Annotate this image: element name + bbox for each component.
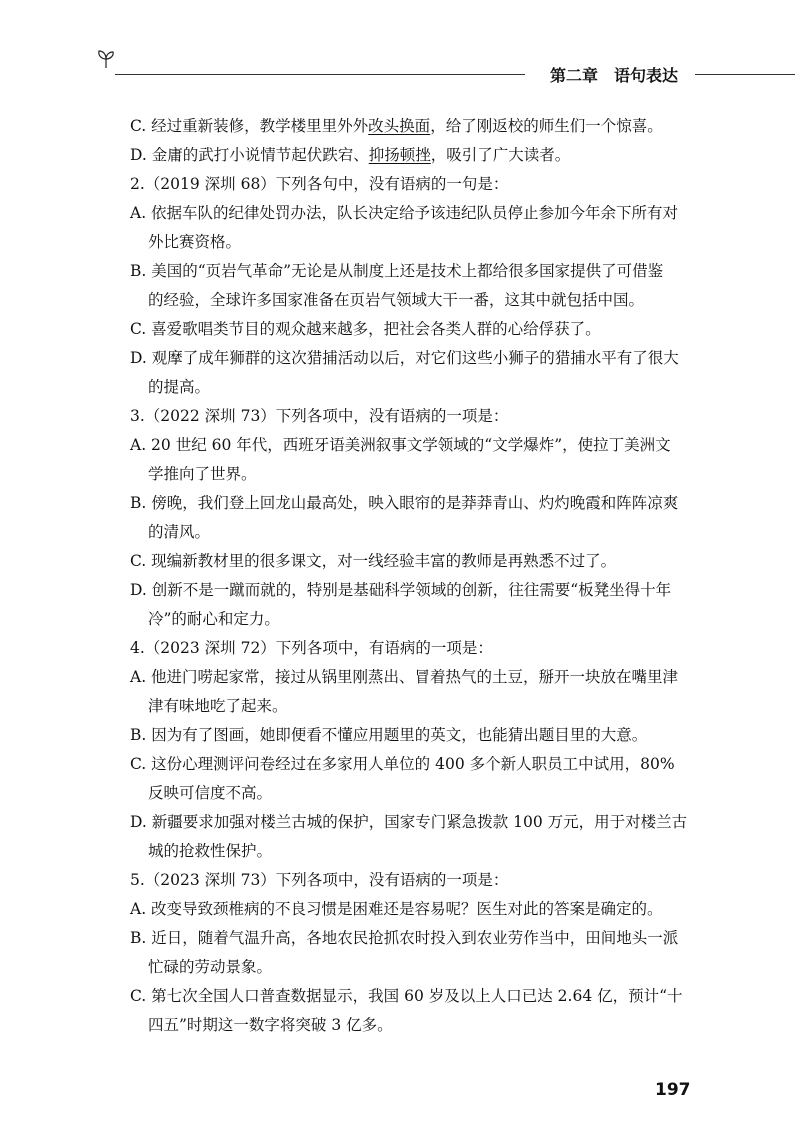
option-line: B. 因为有了图画，她即便看不懂应用题里的英文，也能猜出题目里的大意。 [130, 726, 648, 744]
page-header [95, 48, 795, 88]
option-line: A. 他进门唠起家常，接过从锅里刚蒸出、冒着热气的土豆，掰开一块放在嘴里津 [130, 668, 679, 686]
question-stem: 4.（2023 深圳 72）下列各项中，有语病的一项是： [130, 639, 493, 657]
question-stem: 5.（2023 深圳 73）下列各项中，没有语病的一项是： [130, 871, 509, 889]
option-continuation: 城的抢救性保护。 [148, 842, 273, 860]
header-title [550, 63, 678, 86]
option-line: A. 20 世纪 60 年代，西班牙语美洲叙事文学领域的“文学爆炸”，使拉丁美洲文 [130, 436, 671, 454]
question-stem: 3.（2022 深圳 73）下列各项中，没有语病的一项是： [130, 407, 509, 425]
option-line [130, 141, 695, 170]
text-segment: D. 金庸的武打小说情节起伏跌宕、 [130, 146, 369, 164]
option-line: C. 喜爱歌唱类节目的观众越来越多，把社会各类人群的心给俘获了。 [130, 320, 601, 338]
option-continuation: 四五”时期这一数字将突破 3 亿多。 [148, 1016, 393, 1034]
option-line: B. 傍晚，我们登上回龙山最高处，映入眼帘的是莽莽青山、灼灼晚霞和阵阵凉爽 [130, 494, 679, 512]
option-line: D. 新疆要求加强对楼兰古城的保护，国家专门紧急拨款 100 万元，用于对楼兰古 [130, 813, 688, 831]
header-rule-left [115, 74, 525, 75]
header-rule-right [695, 74, 795, 75]
question-stem: 2.（2019 深圳 68）下列各句中，没有语病的一句是： [130, 175, 509, 193]
underlined-phrase: 改头换面 [368, 117, 431, 135]
option-continuation: 外比赛资格。 [148, 233, 242, 251]
option-continuation: 冷”的耐心和定力。 [148, 610, 280, 628]
option-continuation: 的经验，全球许多国家准备在页岩气领域大干一番，这其中就包括中国。 [148, 291, 645, 309]
option-line: C. 现编新教材里的很多课文，对一线经验丰富的教师是再熟悉不过了。 [130, 552, 617, 570]
option-line: C. 这份心理测评问卷经过在多家用人单位的 400 多个新人职员工中试用，80% [130, 755, 675, 773]
sprout-icon [95, 48, 117, 70]
option-continuation: 反映可信度不高。 [148, 784, 273, 802]
text-segment: ，给了刚返校的师生们一个惊喜。 [430, 117, 663, 135]
option-line [130, 112, 695, 141]
chapter-label: 第二章 [550, 66, 599, 85]
text-segment: C. 经过重新装修，教学楼里里外外 [130, 117, 369, 135]
option-continuation: 的提高。 [148, 378, 211, 396]
option-line: B. 美国的“页岩气革命”无论是从制度上还是技术上都给很多国家提供了可借鉴 [130, 262, 664, 280]
option-line: B. 近日，随着气温升高，各地农民抢抓农时投入到农业劳作当中，田间地头一派 [130, 929, 679, 947]
option-line: D. 观摩了成年狮群的这次猎捕活动以后，对它们这些小狮子的猎捕水平有了很大 [130, 349, 679, 367]
option-continuation: 忙碌的劳动景象。 [148, 958, 273, 976]
option-continuation: 的清风。 [148, 523, 211, 541]
page-number: 197 [655, 1080, 691, 1100]
option-line: A. 依据车队的纪律处罚办法，队长决定给予该违纪队员停止参加今年余下所有对 [130, 204, 679, 222]
option-continuation: 津有味地吃了起来。 [148, 697, 288, 715]
text-segment: ，吸引了广大读者。 [430, 146, 571, 164]
option-continuation: 学推向了世界。 [148, 465, 257, 483]
section-label: 语句表达 [614, 66, 679, 85]
underlined-phrase: 抑扬顿挫 [368, 146, 431, 164]
option-line: D. 创新不是一蹴而就的，特别是基础科学领域的创新，往往需要“板凳坐得十年 [130, 581, 672, 599]
option-line: A. 改变导致颈椎病的不良习惯是困难还是容易呢？医生对此的答案是确定的。 [130, 900, 663, 918]
page-body [130, 112, 695, 1040]
option-line: C. 第七次全国人口普查数据显示，我国 60 岁及以上人口已达 2.64 亿，预计“十 [130, 987, 683, 1005]
